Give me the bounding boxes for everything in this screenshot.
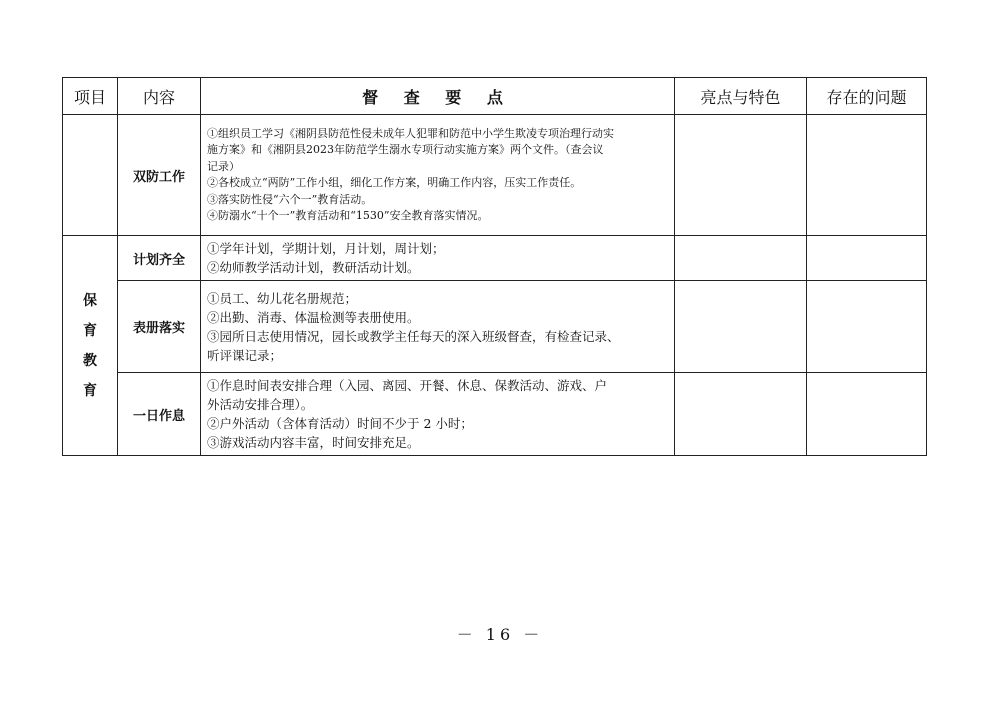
problems-cell xyxy=(807,115,927,236)
points-cell xyxy=(201,115,675,236)
point-line: ①作息时间表安排合理（入园、离园、开餐、休息、保教活动、游戏、户 xyxy=(207,378,608,393)
content-cell: 双防工作 xyxy=(118,115,201,236)
point-line: 外活动安排合理）。 xyxy=(207,397,314,412)
item-cell-empty xyxy=(63,115,118,236)
inspection-table-sheet xyxy=(62,77,926,456)
highlights-cell xyxy=(675,115,807,236)
points-cell xyxy=(201,236,675,281)
table-row xyxy=(63,115,927,236)
point-line: ①学年计划，学期计划，月计划，周计划； xyxy=(207,241,445,256)
highlights-cell xyxy=(675,236,807,281)
points-cell xyxy=(201,281,675,373)
problems-cell xyxy=(807,373,927,456)
header-item: 项目 xyxy=(63,78,118,115)
point-line: ③园所日志使用情况，园长或教学主任每天的深入班级督查，有检查记录、 xyxy=(207,328,620,344)
point-line: 听评课记录； xyxy=(207,347,283,363)
table-row xyxy=(63,236,927,281)
header-content: 内容 xyxy=(118,78,201,115)
point-line: ①组织员工学习《湘阴县防范性侵未成年人犯罪和防范中小学生欺凌专项治理行动实 xyxy=(207,126,614,140)
highlights-cell xyxy=(675,373,807,456)
content-cell: 计划齐全 xyxy=(118,236,201,281)
header-highlights: 亮点与特色 xyxy=(675,78,807,115)
point-line: 施方案》和《湘阴县2023年防范学生溺水专项行动实施方案》两个文件。（查会议 xyxy=(207,143,604,156)
point-line: ④防溺水“十个一”教育活动和“1530”安全教育落实情况。 xyxy=(207,209,489,222)
highlights-cell xyxy=(675,281,807,373)
table-row xyxy=(63,281,927,373)
points-cell xyxy=(201,373,675,456)
point-line: ②户外活动（含体育活动）时间不少于 2 小时； xyxy=(207,416,473,431)
header-inspection-points: 督 查 要 点 xyxy=(201,78,675,115)
inspection-table xyxy=(62,77,927,456)
point-line: ①员工、幼儿花名册规范； xyxy=(207,290,358,306)
category-char: 教 xyxy=(83,352,97,369)
item-cell-category xyxy=(63,236,118,456)
content-cell: 表册落实 xyxy=(118,281,201,373)
category-char: 育 xyxy=(83,382,97,399)
table-row xyxy=(63,373,927,456)
point-line: ②各校成立“两防”工作小组，细化工作方案，明确工作内容，压实工作责任。 xyxy=(207,176,582,189)
header-problems: 存在的问题 xyxy=(807,78,927,115)
table-header-row xyxy=(63,78,927,115)
page-number: － 16 － xyxy=(456,625,544,644)
problems-cell xyxy=(807,281,927,373)
content-cell: 一日作息 xyxy=(118,373,201,456)
category-char: 育 xyxy=(83,322,97,339)
problems-cell xyxy=(807,236,927,281)
point-line: ②出勤、消毒、体温检测等表册使用。 xyxy=(207,309,420,325)
point-line: ②幼师教学活动计划，教研活动计划。 xyxy=(207,260,420,275)
category-char: 保 xyxy=(83,292,97,309)
point-line: ③游戏活动内容丰富，时间安排充足。 xyxy=(207,435,420,450)
point-line: 记录） xyxy=(207,159,240,173)
point-line: ③落实防性侵“六个一”教育活动。 xyxy=(207,192,373,206)
